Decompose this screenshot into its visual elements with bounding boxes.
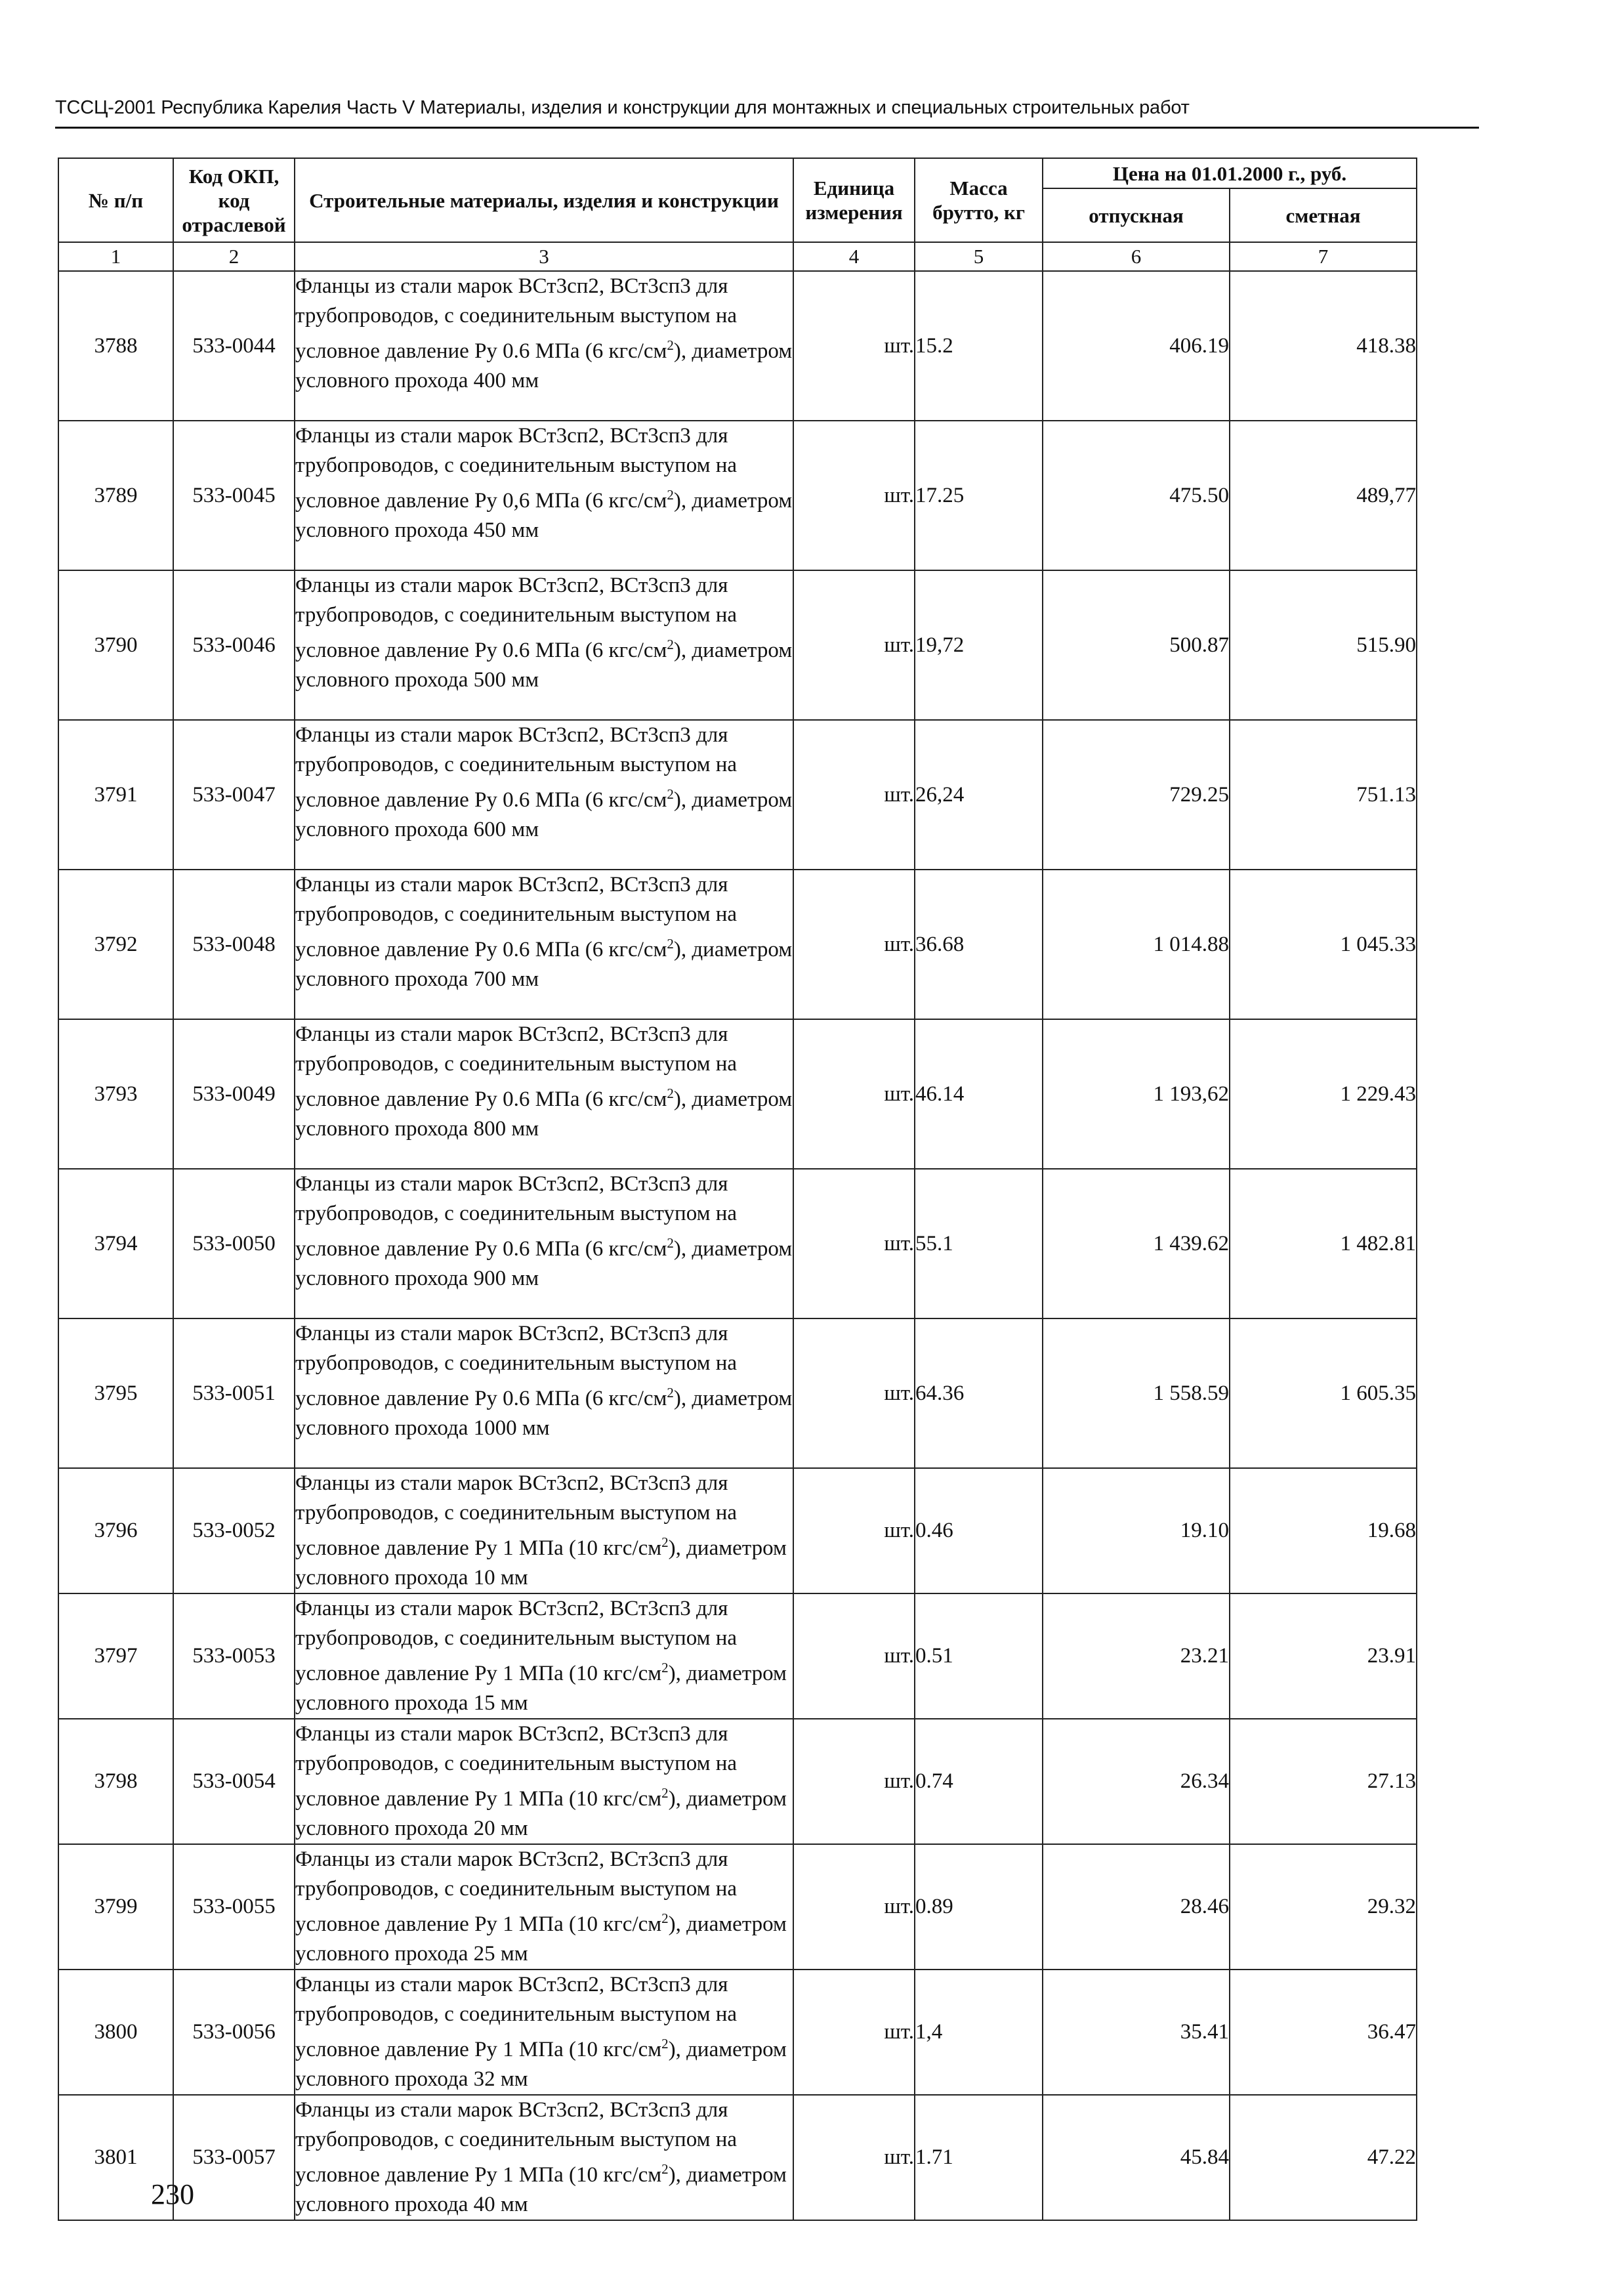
release-price: 28.46 bbox=[1043, 1844, 1230, 1970]
release-price: 1 439.62 bbox=[1043, 1169, 1230, 1318]
release-price: 26.34 bbox=[1043, 1719, 1230, 1844]
description-text-tail: ), диаметром условного прохода 500 мм bbox=[295, 639, 793, 692]
page-number: 230 bbox=[151, 2178, 194, 2210]
column-index-row bbox=[58, 242, 1417, 271]
unit-of-measure: шт. bbox=[793, 421, 915, 570]
unit-superscript: 2 bbox=[667, 1235, 674, 1251]
col-header-price-group: Цена на 01.01.2000 г., руб. bbox=[1043, 158, 1417, 188]
okp-code: 533-0048 bbox=[173, 870, 295, 1019]
unit-superscript: 2 bbox=[661, 2161, 669, 2177]
row-number: 3798 bbox=[58, 1719, 173, 1844]
gross-mass: 0.74 bbox=[915, 1719, 1043, 1844]
unit-of-measure: шт. bbox=[793, 1970, 915, 2095]
estimate-price: 751.13 bbox=[1230, 720, 1417, 870]
item-description bbox=[295, 1019, 793, 1169]
description-text: Фланцы из стали марок ВСт3сп2, ВСт3сп3 для трубопроводов, с соединительным выступом на условное давление Ру 0.6 МПа (6 кгс/см bbox=[295, 274, 738, 363]
unit-superscript: 2 bbox=[661, 1785, 669, 1801]
description-text-tail: ), диаметром условного прохода 400 мм bbox=[295, 339, 793, 392]
gross-mass: 36.68 bbox=[915, 870, 1043, 1019]
item-description bbox=[295, 1169, 793, 1318]
table-row bbox=[58, 570, 1417, 720]
column-index: 1 bbox=[58, 242, 173, 271]
unit-superscript: 2 bbox=[667, 936, 674, 952]
unit-of-measure: шт. bbox=[793, 570, 915, 720]
item-description bbox=[295, 1844, 793, 1970]
release-price: 45.84 bbox=[1043, 2095, 1230, 2220]
col-header-name: Строительные материалы, изделия и конструкции bbox=[295, 158, 793, 242]
unit-superscript: 2 bbox=[667, 1085, 674, 1101]
header-rule bbox=[55, 127, 1479, 129]
description-text: Фланцы из стали марок ВСт3сп2, ВСт3сп3 для трубопроводов, с соединительным выступом на условное давление Ру 0.6 МПа (6 кгс/см bbox=[295, 873, 738, 961]
okp-code: 533-0044 bbox=[173, 271, 295, 421]
description-text: Фланцы из стали марок ВСт3сп2, ВСт3сп3 для трубопроводов, с соединительным выступом на условное давление Ру 0.6 МПа (6 кгс/см bbox=[295, 723, 738, 812]
release-price: 1 558.59 bbox=[1043, 1318, 1230, 1468]
description-text: Фланцы из стали марок ВСт3сп2, ВСт3сп3 для трубопроводов, с соединительным выступом на условное давление Ру 0.6 МПа (6 кгс/см bbox=[295, 574, 738, 662]
unit-superscript: 2 bbox=[667, 786, 674, 802]
estimate-price: 1 229.43 bbox=[1230, 1019, 1417, 1169]
unit-of-measure: шт. bbox=[793, 1468, 915, 1593]
release-price: 500.87 bbox=[1043, 570, 1230, 720]
description-text-tail: ), диаметром условного прохода 15 мм bbox=[295, 1662, 787, 1715]
gross-mass: 1,4 bbox=[915, 1970, 1043, 2095]
gross-mass: 0.46 bbox=[915, 1468, 1043, 1593]
table-row bbox=[58, 2095, 1417, 2220]
unit-of-measure: шт. bbox=[793, 720, 915, 870]
description-text: Фланцы из стали марок ВСт3сп2, ВСт3сп3 для трубопроводов, с соединительным выступом на условное давление Ру 1 МПа (10 кгс/см bbox=[295, 1597, 738, 1685]
gross-mass: 15.2 bbox=[915, 271, 1043, 421]
unit-superscript: 2 bbox=[661, 1910, 669, 1926]
unit-of-measure: шт. bbox=[793, 1019, 915, 1169]
column-index: 6 bbox=[1043, 242, 1230, 271]
estimate-price: 27.13 bbox=[1230, 1719, 1417, 1844]
description-text-tail: ), диаметром условного прохода 1000 мм bbox=[295, 1387, 793, 1440]
row-number: 3800 bbox=[58, 1970, 173, 2095]
table-row bbox=[58, 271, 1417, 421]
okp-code: 533-0045 bbox=[173, 421, 295, 570]
description-text-tail: ), диаметром условного прохода 800 мм bbox=[295, 1087, 793, 1141]
okp-code: 533-0050 bbox=[173, 1169, 295, 1318]
okp-code: 533-0051 bbox=[173, 1318, 295, 1468]
gross-mass: 0.51 bbox=[915, 1593, 1043, 1719]
estimate-price: 19.68 bbox=[1230, 1468, 1417, 1593]
unit-superscript: 2 bbox=[667, 487, 674, 503]
unit-superscript: 2 bbox=[667, 637, 674, 652]
item-description bbox=[295, 720, 793, 870]
okp-code: 533-0055 bbox=[173, 1844, 295, 1970]
table-head bbox=[58, 158, 1417, 271]
gross-mass: 17.25 bbox=[915, 421, 1043, 570]
release-price: 23.21 bbox=[1043, 1593, 1230, 1719]
table-row bbox=[58, 1169, 1417, 1318]
table-row bbox=[58, 1593, 1417, 1719]
price-table bbox=[58, 158, 1417, 2221]
table-body bbox=[58, 271, 1417, 2220]
unit-of-measure: шт. bbox=[793, 1719, 915, 1844]
okp-code: 533-0047 bbox=[173, 720, 295, 870]
table-row bbox=[58, 1318, 1417, 1468]
row-number: 3796 bbox=[58, 1468, 173, 1593]
release-price: 729.25 bbox=[1043, 720, 1230, 870]
gross-mass: 26,24 bbox=[915, 720, 1043, 870]
table-row bbox=[58, 1970, 1417, 2095]
table-row bbox=[58, 1844, 1417, 1970]
column-index: 7 bbox=[1230, 242, 1417, 271]
description-text: Фланцы из стали марок ВСт3сп2, ВСт3сп3 для трубопроводов, с соединительным выступом на условное давление Ру 1 МПа (10 кгс/см bbox=[295, 1722, 738, 1811]
estimate-price: 1 482.81 bbox=[1230, 1169, 1417, 1318]
col-header-code: Код ОКП, код отраслевой bbox=[173, 158, 295, 242]
unit-superscript: 2 bbox=[661, 1534, 669, 1550]
description-text: Фланцы из стали марок ВСт3сп2, ВСт3сп3 для трубопроводов, с соединительным выступом на условное давление Ру 0.6 МПа (6 кгс/см bbox=[295, 1322, 738, 1410]
description-text-tail: ), диаметром условного прохода 10 мм bbox=[295, 1536, 787, 1590]
release-price: 406.19 bbox=[1043, 271, 1230, 421]
gross-mass: 19,72 bbox=[915, 570, 1043, 720]
item-description bbox=[295, 1719, 793, 1844]
column-index: 3 bbox=[295, 242, 793, 271]
description-text-tail: ), диаметром условного прохода 25 мм bbox=[295, 1912, 787, 1966]
item-description bbox=[295, 421, 793, 570]
row-number: 3795 bbox=[58, 1318, 173, 1468]
gross-mass: 55.1 bbox=[915, 1169, 1043, 1318]
release-price: 35.41 bbox=[1043, 1970, 1230, 2095]
description-text: Фланцы из стали марок ВСт3сп2, ВСт3сп3 для трубопроводов, с соединительным выступом на условное давление Ру 0.6 МПа (6 кгс/см bbox=[295, 1172, 738, 1261]
row-number: 3797 bbox=[58, 1593, 173, 1719]
unit-of-measure: шт. bbox=[793, 1169, 915, 1318]
unit-of-measure: шт. bbox=[793, 2095, 915, 2220]
row-number: 3789 bbox=[58, 421, 173, 570]
item-description bbox=[295, 570, 793, 720]
row-number: 3794 bbox=[58, 1169, 173, 1318]
table-row bbox=[58, 1019, 1417, 1169]
table-row bbox=[58, 870, 1417, 1019]
estimate-price: 418.38 bbox=[1230, 271, 1417, 421]
row-number: 3790 bbox=[58, 570, 173, 720]
unit-of-measure: шт. bbox=[793, 1318, 915, 1468]
release-price: 19.10 bbox=[1043, 1468, 1230, 1593]
estimate-price: 515.90 bbox=[1230, 570, 1417, 720]
row-number: 3799 bbox=[58, 1844, 173, 1970]
col-header-price-release: отпускная bbox=[1043, 188, 1230, 242]
row-number: 3791 bbox=[58, 720, 173, 870]
table-row bbox=[58, 720, 1417, 870]
unit-of-measure: шт. bbox=[793, 1593, 915, 1719]
unit-of-measure: шт. bbox=[793, 271, 915, 421]
description-text-tail: ), диаметром условного прохода 450 мм bbox=[295, 489, 793, 542]
description-text-tail: ), диаметром условного прохода 900 мм bbox=[295, 1237, 793, 1290]
col-header-num: № п/п bbox=[58, 158, 173, 242]
description-text: Фланцы из стали марок ВСт3сп2, ВСт3сп3 для трубопроводов, с соединительным выступом на условное давление Ру 1 МПа (10 кгс/см bbox=[295, 1847, 738, 1936]
okp-code: 533-0057 bbox=[173, 2095, 295, 2220]
column-index: 4 bbox=[793, 242, 915, 271]
col-header-price-estimate: сметная bbox=[1230, 188, 1417, 242]
row-number: 3792 bbox=[58, 870, 173, 1019]
description-text-tail: ), диаметром условного прохода 700 мм bbox=[295, 938, 793, 991]
column-index: 2 bbox=[173, 242, 295, 271]
table-row bbox=[58, 421, 1417, 570]
description-text: Фланцы из стали марок ВСт3сп2, ВСт3сп3 для трубопроводов, с соединительным выступом на условное давление Ру 1 МПа (10 кгс/см bbox=[295, 1973, 738, 2061]
okp-code: 533-0046 bbox=[173, 570, 295, 720]
description-text: Фланцы из стали марок ВСт3сп2, ВСт3сп3 для трубопроводов, с соединительным выступом на условное давление Ру 1 МПа (10 кгс/см bbox=[295, 2098, 738, 2187]
description-text: Фланцы из стали марок ВСт3сп2, ВСт3сп3 для трубопроводов, с соединительным выступом на условное давление Ру 0.6 МПа (6 кгс/см bbox=[295, 1022, 738, 1111]
unit-superscript: 2 bbox=[667, 1385, 674, 1401]
item-description bbox=[295, 1468, 793, 1593]
gross-mass: 0.89 bbox=[915, 1844, 1043, 1970]
unit-superscript: 2 bbox=[661, 1660, 669, 1675]
table-row bbox=[58, 1719, 1417, 1844]
item-description bbox=[295, 271, 793, 421]
okp-code: 533-0056 bbox=[173, 1970, 295, 2095]
okp-code: 533-0049 bbox=[173, 1019, 295, 1169]
gross-mass: 64.36 bbox=[915, 1318, 1043, 1468]
estimate-price: 489,77 bbox=[1230, 421, 1417, 570]
description-text: Фланцы из стали марок ВСт3сп2, ВСт3сп3 для трубопроводов, с соединительным выступом на условное давление Ру 1 МПа (10 кгс/см bbox=[295, 1471, 738, 1560]
row-number: 3793 bbox=[58, 1019, 173, 1169]
item-description bbox=[295, 1593, 793, 1719]
gross-mass: 1.71 bbox=[915, 2095, 1043, 2220]
estimate-price: 47.22 bbox=[1230, 2095, 1417, 2220]
estimate-price: 29.32 bbox=[1230, 1844, 1417, 1970]
unit-of-measure: шт. bbox=[793, 1844, 915, 1970]
row-number: 3788 bbox=[58, 271, 173, 421]
release-price: 1 014.88 bbox=[1043, 870, 1230, 1019]
estimate-price: 1 605.35 bbox=[1230, 1318, 1417, 1468]
description-text-tail: ), диаметром условного прохода 20 мм bbox=[295, 1787, 787, 1840]
unit-of-measure: шт. bbox=[793, 870, 915, 1019]
description-text-tail: ), диаметром условного прохода 600 мм bbox=[295, 788, 793, 841]
item-description bbox=[295, 1318, 793, 1468]
okp-code: 533-0052 bbox=[173, 1468, 295, 1593]
estimate-price: 23.91 bbox=[1230, 1593, 1417, 1719]
description-text-tail: ), диаметром условного прохода 40 мм bbox=[295, 2163, 787, 2216]
estimate-price: 36.47 bbox=[1230, 1970, 1417, 2095]
unit-superscript: 2 bbox=[661, 2036, 669, 2052]
gross-mass: 46.14 bbox=[915, 1019, 1043, 1169]
estimate-price: 1 045.33 bbox=[1230, 870, 1417, 1019]
row-number: 3801 bbox=[58, 2095, 173, 2220]
unit-superscript: 2 bbox=[667, 337, 674, 353]
col-header-unit: Единица измерения bbox=[793, 158, 915, 242]
release-price: 1 193,62 bbox=[1043, 1019, 1230, 1169]
item-description bbox=[295, 870, 793, 1019]
item-description bbox=[295, 2095, 793, 2220]
okp-code: 533-0053 bbox=[173, 1593, 295, 1719]
column-index: 5 bbox=[915, 242, 1043, 271]
description-text-tail: ), диаметром условного прохода 32 мм bbox=[295, 2038, 787, 2091]
running-header: ТССЦ-2001 Республика Карелия Часть V Материалы, изделия и конструкции для монтажных и специальных строительных работ bbox=[55, 97, 1190, 118]
col-header-mass: Масса брутто, кг bbox=[915, 158, 1043, 242]
item-description bbox=[295, 1970, 793, 2095]
description-text: Фланцы из стали марок ВСт3сп2, ВСт3сп3 для трубопроводов, с соединительным выступом на условное давление Ру 0,6 МПа (6 кгс/см bbox=[295, 424, 738, 513]
release-price: 475.50 bbox=[1043, 421, 1230, 570]
table-row bbox=[58, 1468, 1417, 1593]
okp-code: 533-0054 bbox=[173, 1719, 295, 1844]
